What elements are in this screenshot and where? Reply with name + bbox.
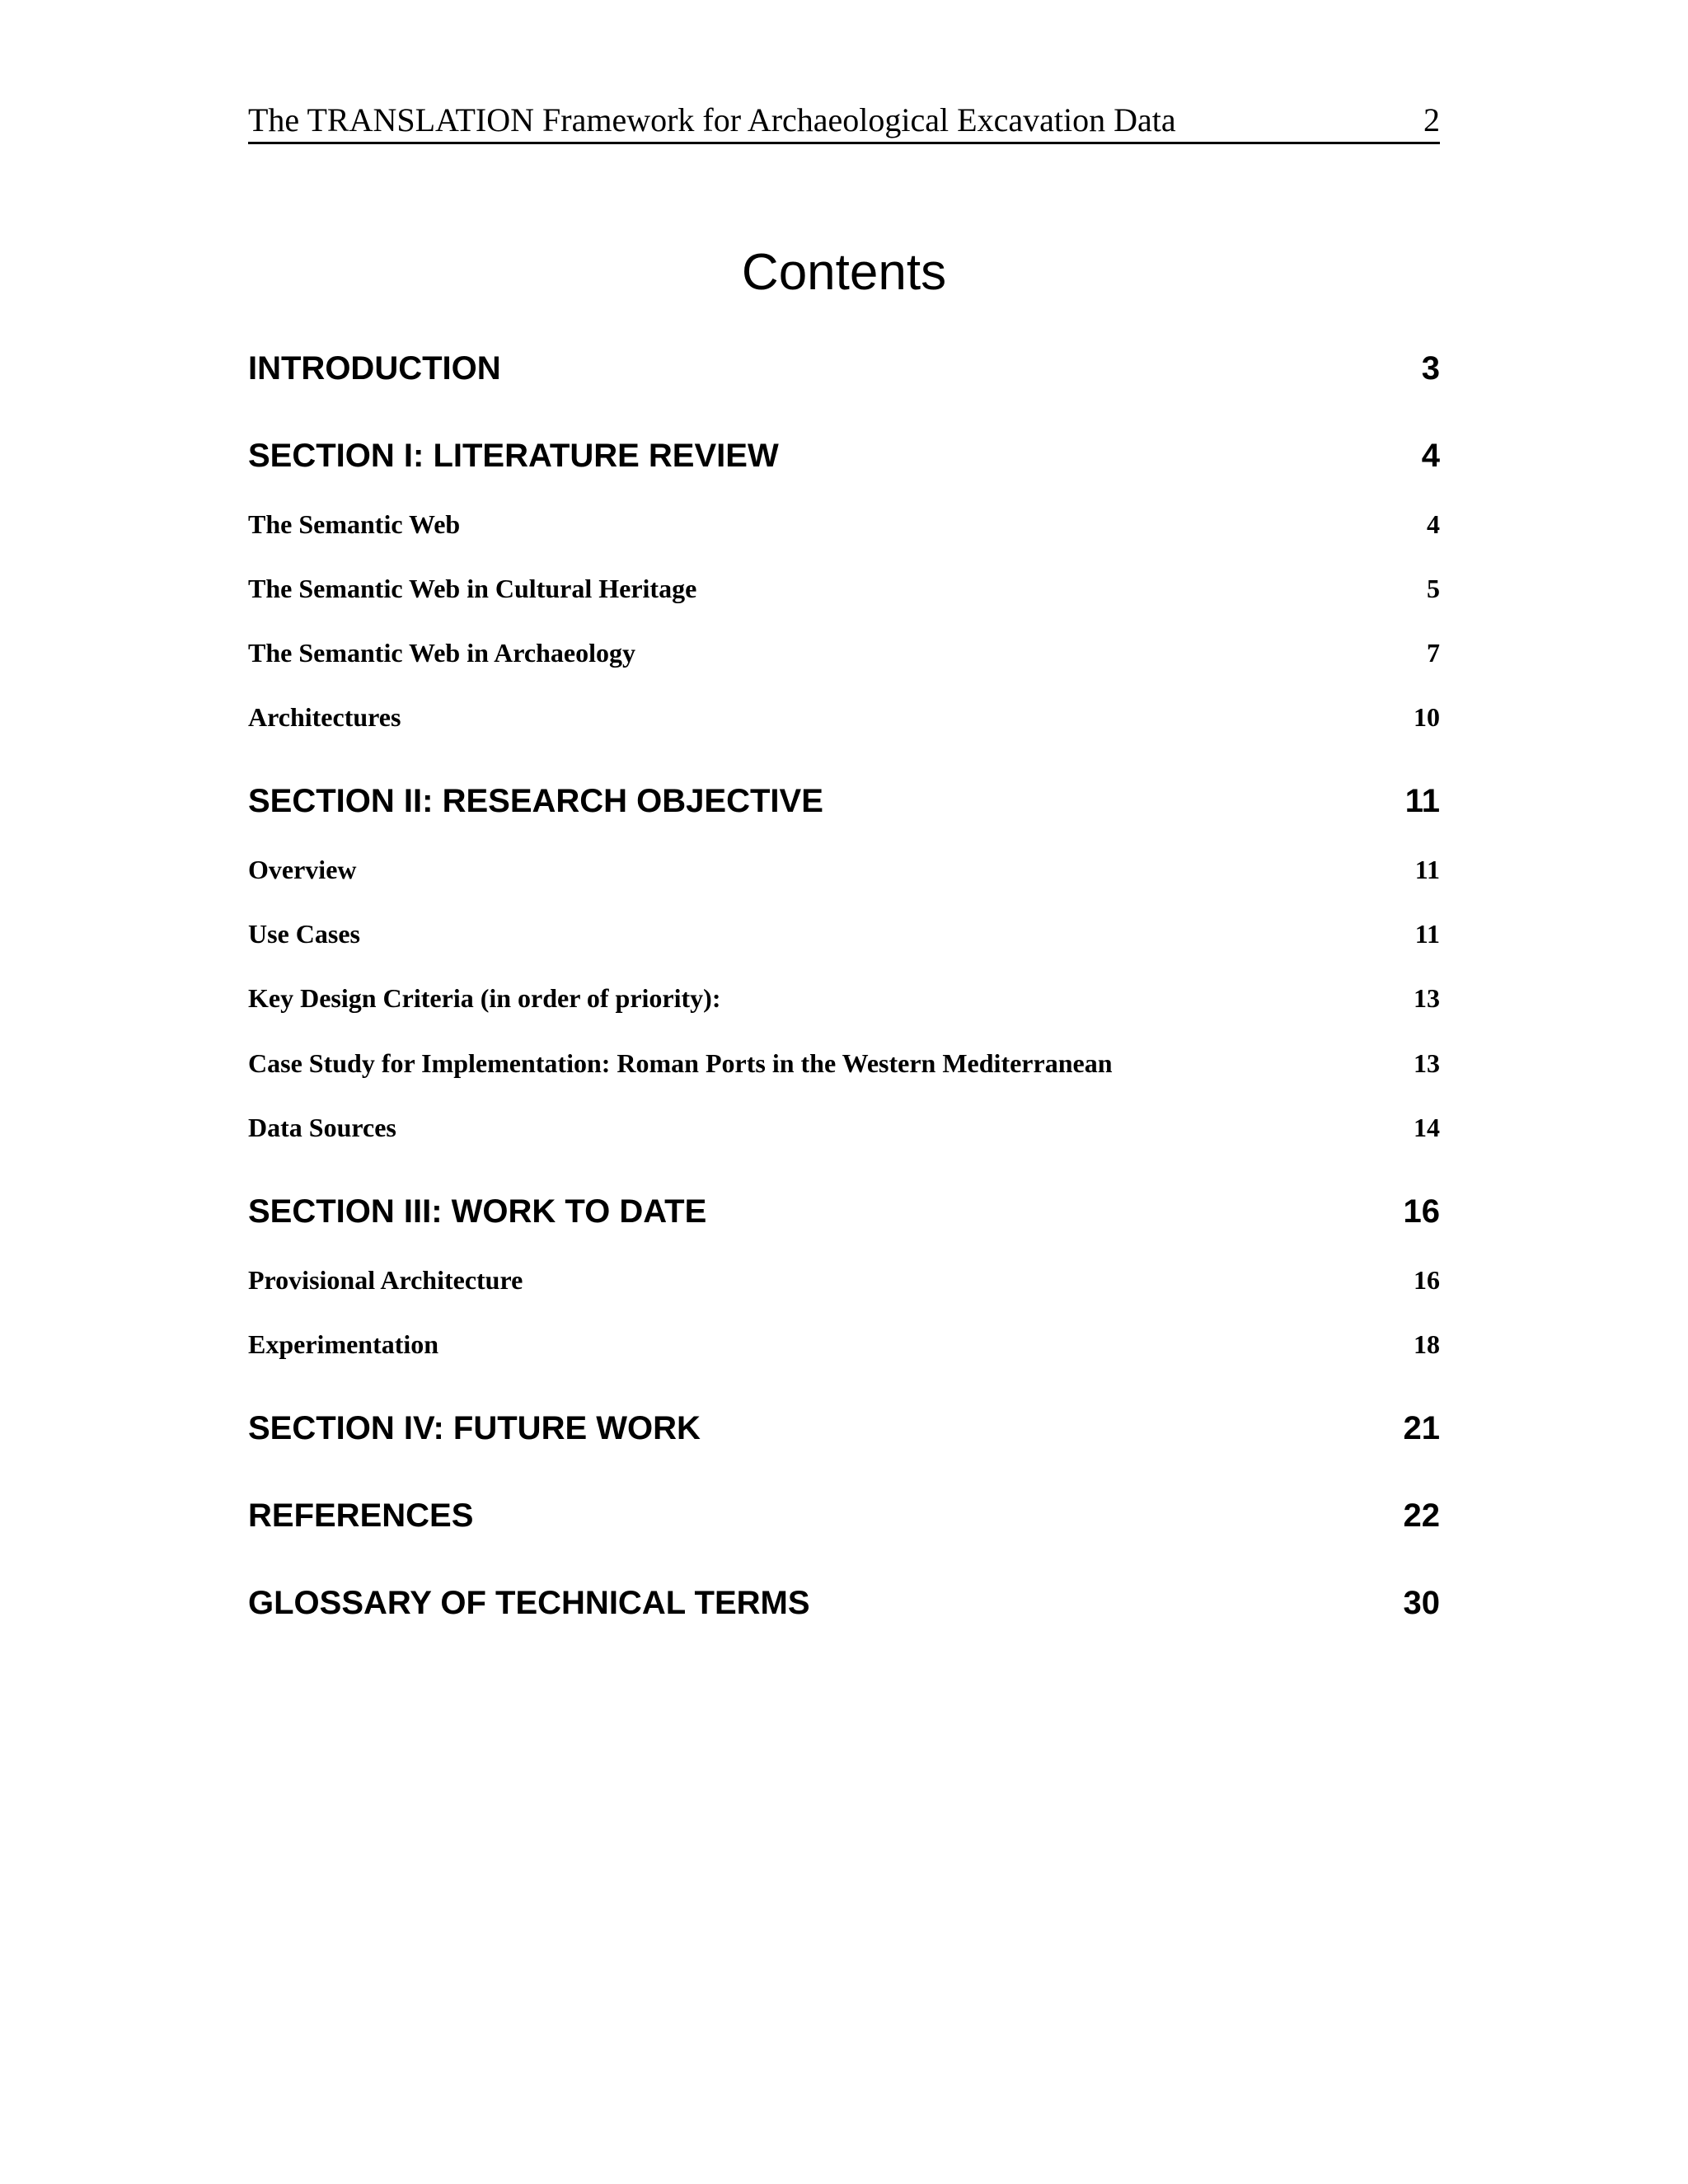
toc-entry-page: 11	[1414, 919, 1440, 949]
toc-entry-introduction[interactable]	[248, 346, 1440, 391]
toc-entry-label: The Semantic Web in Archaeology	[248, 638, 635, 668]
toc-entry-label: Data Sources	[248, 1113, 396, 1142]
toc-entry-experimentation[interactable]	[248, 1326, 1440, 1362]
toc-entry-provisional-architecture[interactable]	[248, 1262, 1440, 1298]
toc-entry-references[interactable]	[248, 1493, 1440, 1538]
toc-entry-glossary[interactable]	[248, 1581, 1440, 1625]
toc-entry-architectures[interactable]	[248, 699, 1440, 735]
toc-entry-key-design-criteria[interactable]	[248, 980, 1440, 1016]
toc-entry-label: Experimentation	[248, 1329, 439, 1359]
toc-entry-section-4[interactable]	[248, 1406, 1440, 1451]
toc-entry-label: SECTION IV: FUTURE WORK	[248, 1410, 701, 1446]
running-header-title: The TRANSLATION Framework for Archaeological Excavation Data	[248, 101, 1176, 138]
toc-entry-page: 22	[1403, 1497, 1440, 1534]
toc-entry-label: Case Study for Implementation: Roman Ports in the Western Mediterranean	[248, 1048, 1113, 1078]
toc-entry-page: 11	[1414, 855, 1440, 884]
toc-entry-page: 7	[1427, 638, 1440, 668]
toc-entry-label: REFERENCES	[248, 1497, 474, 1534]
toc-entry-label: The Semantic Web in Cultural Heritage	[248, 574, 697, 603]
toc-entry-semantic-web[interactable]	[248, 506, 1440, 542]
toc-entry-label: INTRODUCTION	[248, 350, 501, 387]
toc-entry-overview[interactable]	[248, 851, 1440, 888]
toc-entry-section-1[interactable]	[248, 434, 1440, 478]
toc-entry-section-3[interactable]	[248, 1189, 1440, 1234]
toc-entry-page: 11	[1404, 783, 1440, 819]
toc-entry-case-study[interactable]	[248, 1045, 1440, 1081]
toc-entry-label: Key Design Criteria (in order of priority):	[248, 983, 721, 1013]
toc-entry-label: GLOSSARY OF TECHNICAL TERMS	[248, 1585, 810, 1621]
toc-entry-page: 13	[1414, 1048, 1440, 1078]
toc-entry-page: 4	[1427, 509, 1440, 539]
toc-entry-label: SECTION II: RESEARCH OBJECTIVE	[248, 783, 823, 819]
running-header-page-number: 2	[1423, 101, 1440, 138]
toc-entry-semantic-web-archaeology[interactable]	[248, 635, 1440, 671]
toc-entry-data-sources[interactable]	[248, 1109, 1440, 1146]
toc-title: Contents	[741, 244, 947, 301]
toc-entry-page: 4	[1421, 438, 1440, 474]
toc-entry-page: 5	[1427, 574, 1440, 603]
toc-entry-page: 10	[1414, 702, 1440, 732]
toc-entry-label: Provisional Architecture	[248, 1265, 523, 1295]
toc-entry-label: Use Cases	[248, 919, 360, 949]
toc-entry-label: Overview	[248, 855, 357, 884]
toc-entry-page: 3	[1421, 350, 1440, 387]
toc-entry-page: 13	[1414, 983, 1440, 1013]
toc-entry-page: 30	[1403, 1585, 1440, 1621]
toc-entry-label: Architectures	[248, 702, 401, 732]
running-header	[248, 96, 1440, 144]
toc-entry-page: 14	[1414, 1113, 1440, 1142]
toc-entry-label: SECTION III: WORK TO DATE	[248, 1193, 707, 1230]
toc-entry-use-cases[interactable]	[248, 916, 1440, 952]
toc-entry-page: 16	[1414, 1265, 1440, 1295]
toc-entry-page: 18	[1414, 1329, 1440, 1359]
toc-entry-label: The Semantic Web	[248, 509, 461, 539]
toc-entry-page: 21	[1403, 1410, 1440, 1446]
toc-entry-label: SECTION I: LITERATURE REVIEW	[248, 438, 779, 474]
toc-entry-section-2[interactable]	[248, 779, 1440, 823]
toc-entry-semantic-web-cultural-heritage[interactable]	[248, 570, 1440, 607]
toc-entry-page: 16	[1403, 1193, 1440, 1230]
